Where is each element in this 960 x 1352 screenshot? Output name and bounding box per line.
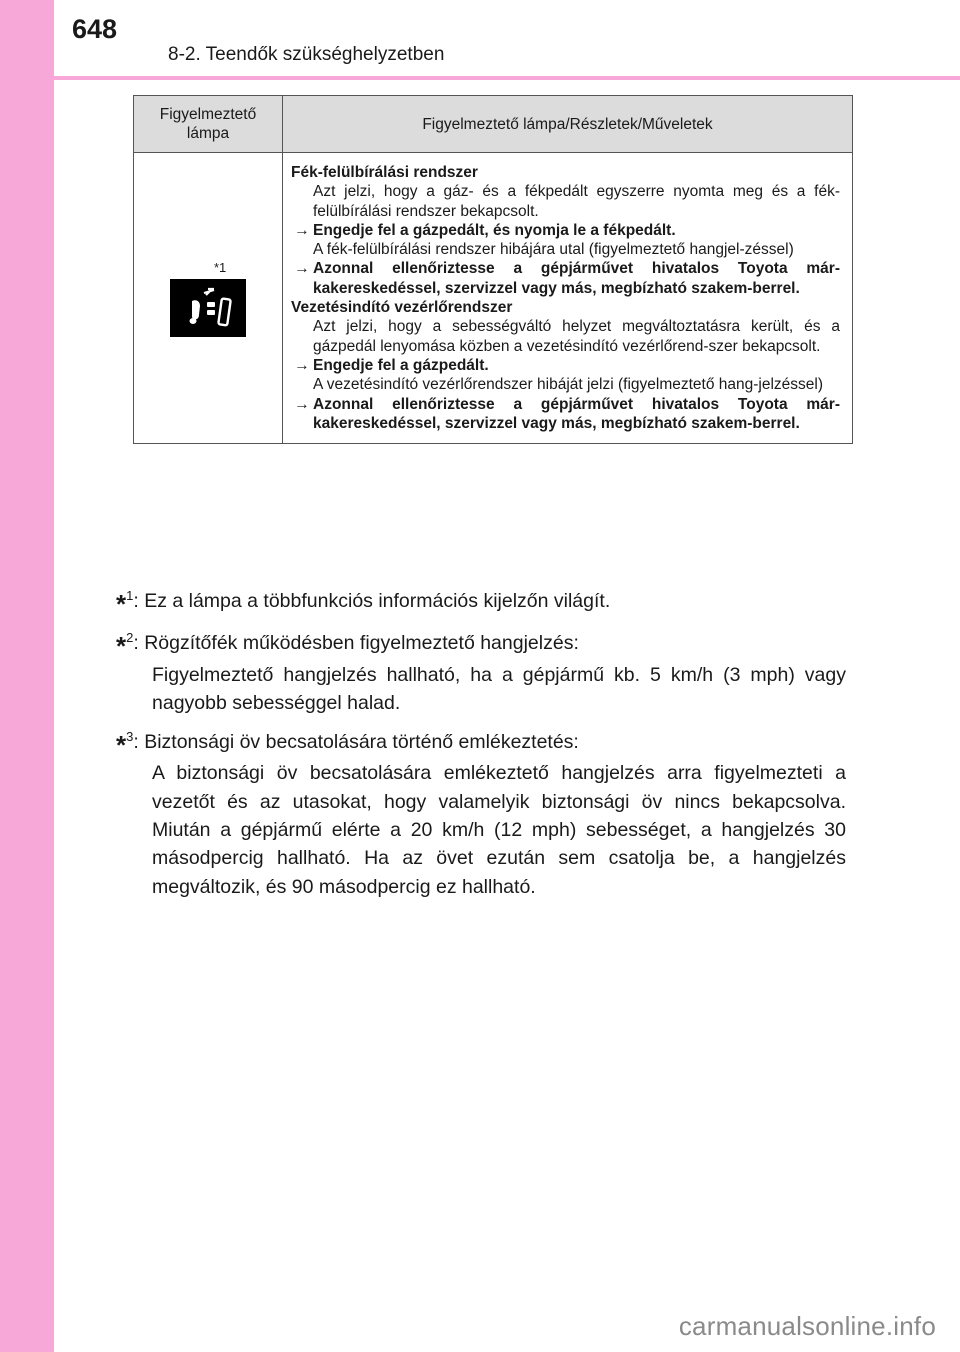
arrow-icon: → [294, 260, 310, 278]
arrow-icon: → [294, 395, 310, 413]
action-item [291, 395, 840, 434]
watermark: carmanualsonline.info [678, 1311, 936, 1341]
action-text: Engedje fel a gázpedált. [313, 356, 489, 374]
col-header-lamp: Figyelmeztető lámpa [134, 96, 283, 153]
footnote-text: : Biztonsági öv becsatolására történő emlékeztetés: [133, 731, 579, 754]
header-rule [54, 76, 960, 80]
footnote-number: 2 [126, 630, 134, 646]
action-text: Azonnal ellenőriztesse a gépjárművet hivatalos Toyota már-kakereskedéssel, szervizzel vagy más, megbízható szakem-berrel. [313, 260, 840, 297]
footnote [116, 624, 846, 717]
section-text: A fék-felülbírálási rendszer hibájára utal (figyelmeztető hangjel-zéssel) [313, 241, 794, 259]
arrow-icon: → [294, 221, 310, 239]
footnote [116, 723, 846, 901]
col-header-details: Figyelmeztető lámpa/Részletek/Műveletek [283, 96, 853, 153]
action-item [291, 356, 840, 375]
action-item [291, 259, 840, 298]
footnote-asterisk: * [116, 589, 127, 619]
lamp-cell [134, 153, 283, 444]
footnote [116, 582, 846, 618]
footnote-body: Figyelmeztető hangjelzés hallható, ha a gépjármű kb. 5 km/h (3 mph) vagy nagyobb sebességgel halad. [152, 663, 846, 714]
section-text: Azt jelzi, hogy a gáz- és a fékpedált egyszerre nyomta meg és a fék-felülbírálási rendszer bekapcsolt. [313, 183, 840, 220]
action-text: Azonnal ellenőriztesse a gépjárművet hivatalos Toyota már-kakereskedéssel, szervizzel vagy más, megbízható szakem-berrel. [313, 395, 840, 432]
footnotes [116, 582, 846, 907]
footnote-asterisk: * [116, 730, 127, 761]
chapter-title: 8-2. Teendők szükséghelyzetben [168, 44, 445, 65]
warning-lamp-table [133, 95, 853, 444]
action-text: Engedje fel a gázpedált, és nyomja le a fékpedált. [313, 221, 676, 239]
section-text: A vezetésindító vezérlőrendszer hibáját jelzi (figyelmeztető hang-jelzéssel) [313, 376, 824, 394]
section-title: Fék-felülbírálási rendszer [291, 164, 478, 181]
page-number: 648 [72, 14, 118, 44]
brake-override-warning-icon [170, 279, 246, 337]
section-title: Vezetésindító vezérlőrendszer [291, 299, 513, 317]
chapter-side-bar [0, 0, 54, 1352]
action-item [291, 221, 840, 240]
footnote-body: A biztonsági öv becsatolására emlékeztető hangjelzés arra figyelmezteti a vezetőt és az utasokat, hogy valamelyik biztonsági öv nincs bekapcsolva. Miután a gépjármű elérte a 20 km/h (12 mph) sebességet, a hangjelzés 30 másodpercig hallható. Ha az övet ezután sem csatolja be, a hangjelzés megváltozik, és 90 másodpercig ez hallható. [152, 762, 846, 898]
lamp-description-cell [283, 153, 853, 444]
footnote-text: : Ez a lámpa a többfunkciós információs kijelzőn világít. [133, 590, 611, 612]
table-row [134, 153, 853, 444]
footnote-number: 1 [126, 588, 134, 603]
footnote-text: : Rögzítőfék működésben figyelmeztető hangjelzés: [133, 632, 579, 655]
table-header-row [134, 96, 853, 153]
lamp-note-ref: *1 [214, 259, 227, 275]
section-text: Azt jelzi, hogy a sebességváltó helyzet megváltoztatásra került, és a gázpedál lenyomása közben a vezetésindító vezérlőrend-szer bekapcsolt. [313, 318, 840, 355]
footnote-asterisk: * [116, 631, 127, 662]
arrow-icon: → [294, 356, 310, 374]
footnote-number: 3 [126, 729, 134, 745]
